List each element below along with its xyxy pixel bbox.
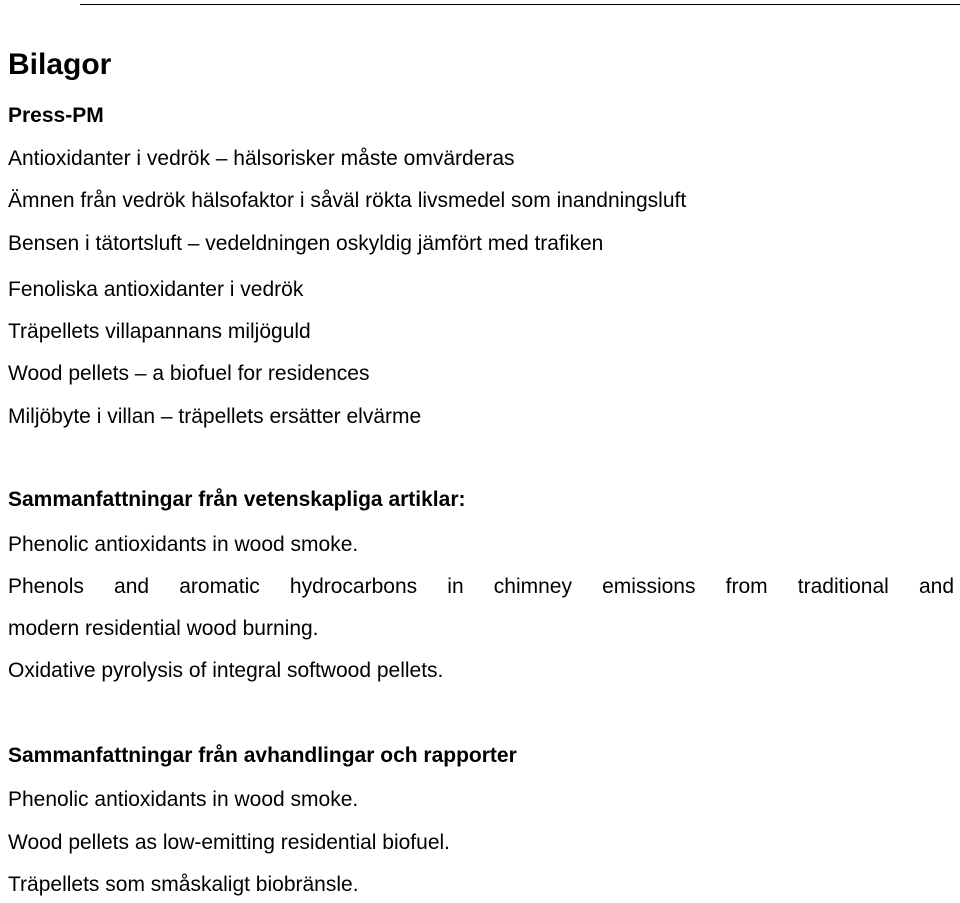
article-item-2-line-2: modern residential wood burning. <box>8 617 319 640</box>
press-item-4: Fenoliska antioxidanter i vedrök <box>8 278 304 301</box>
press-item-1: Antioxidanter i vedrök – hälsorisker måste omvärderas <box>8 147 515 170</box>
press-item-7: Miljöbyte i villan – träpellets ersätter elvärme <box>8 405 422 428</box>
press-heading: Press-PM <box>8 104 104 127</box>
articles-heading: Sammanfattningar från vetenskapliga artiklar: <box>8 488 466 511</box>
page-title: Bilagor <box>8 48 112 81</box>
press-item-3: Bensen i tätortsluft – vedeldningen oskyldig jämfört med trafiken <box>8 232 604 255</box>
thesis-item-1: Phenolic antioxidants in wood smoke. <box>8 788 359 811</box>
press-item-2: Ämnen från vedrök hälsofaktor i såväl rökta livsmedel som inandningsluft <box>8 189 687 212</box>
thesis-item-2: Wood pellets as low-emitting residential biofuel. <box>8 831 451 854</box>
top-rule <box>80 4 960 5</box>
thesis-item-3: Träpellets som småskaligt biobränsle. <box>8 873 359 896</box>
article-item-1: Phenolic antioxidants in wood smoke. <box>8 533 359 556</box>
theses-heading: Sammanfattningar från avhandlingar och rapporter <box>8 744 517 767</box>
article-item-3: Oxidative pyrolysis of integral softwood pellets. <box>8 659 444 682</box>
press-item-6: Wood pellets – a biofuel for residences <box>8 362 370 385</box>
article-item-2-line-1: Phenols and aromatic hydrocarbons in chimney emissions from traditional and <box>8 575 954 598</box>
press-item-5: Träpellets villapannans miljöguld <box>8 320 311 343</box>
